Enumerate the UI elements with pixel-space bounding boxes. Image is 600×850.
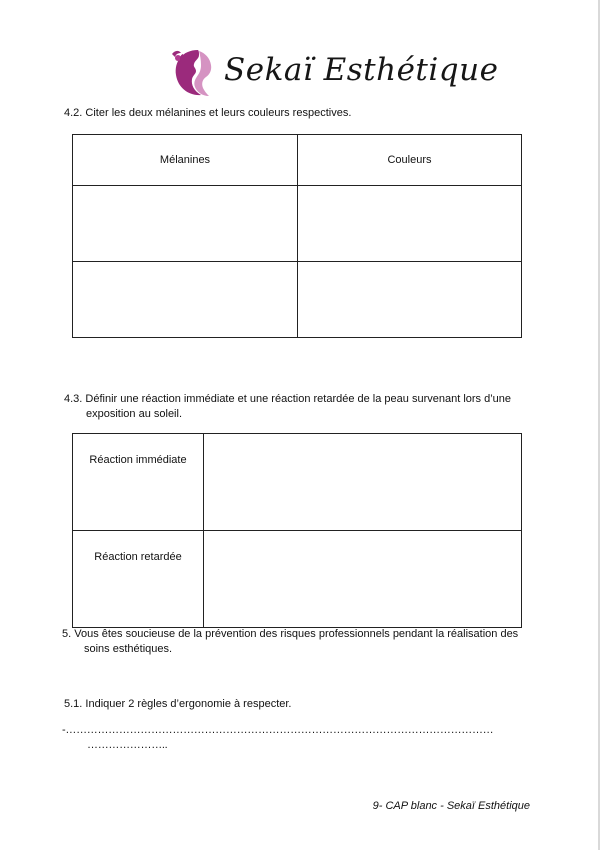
header-melanines: Mélanines <box>73 135 298 186</box>
question-number: 4.3. <box>64 393 83 405</box>
question-5-1 <box>64 697 292 712</box>
table-row <box>73 262 522 338</box>
melanin-table <box>72 134 522 338</box>
table-row <box>73 434 522 531</box>
question-number: 4.2. <box>64 107 83 119</box>
table-row <box>73 531 522 628</box>
reaction-table <box>72 433 522 628</box>
question-text-line2: exposition au soleil. <box>86 408 183 420</box>
header-couleurs: Couleurs <box>298 135 522 186</box>
question-4-3 <box>64 392 511 422</box>
question-text: Indiquer 2 règles d’ergonomie à respecter. <box>85 698 292 710</box>
answer-line1: -………………………………………………………………………………………………………… <box>62 724 494 736</box>
answer-cell[interactable] <box>298 262 522 338</box>
label-reaction-immediate: Réaction immédiate <box>73 434 204 531</box>
answer-cell[interactable] <box>73 186 298 262</box>
question-5 <box>62 627 518 657</box>
page-footer: 9- CAP blanc - Sekaï Esthétique <box>372 800 530 812</box>
table-header-row <box>73 135 522 186</box>
answer-cell[interactable] <box>204 434 522 531</box>
brand-logo <box>168 42 499 108</box>
table-row <box>73 186 522 262</box>
question-text-line2: soins esthétiques. <box>84 643 173 655</box>
brand-name: Sekaï Esthétique <box>224 52 499 88</box>
question-text-line1: 5. Vous êtes soucieuse de la prévention des risques professionnels pendant la réalisation des <box>62 628 519 640</box>
answer-cell[interactable] <box>73 262 298 338</box>
answer-line2: ………………….. <box>87 739 168 751</box>
question-number: 5.1. <box>64 698 83 710</box>
question-text-line1: Définir une réaction immédiate et une réaction retardée de la peau survenant lors d’une <box>85 393 512 405</box>
question-text: Citer les deux mélanines et leurs couleurs respectives. <box>85 107 352 119</box>
question-4-2 <box>64 106 351 121</box>
answer-cell[interactable] <box>204 531 522 628</box>
label-reaction-retardee: Réaction retardée <box>73 531 204 628</box>
woman-profile-flower-icon <box>168 44 218 100</box>
answer-cell[interactable] <box>298 186 522 262</box>
answer-lines[interactable] <box>62 723 493 753</box>
